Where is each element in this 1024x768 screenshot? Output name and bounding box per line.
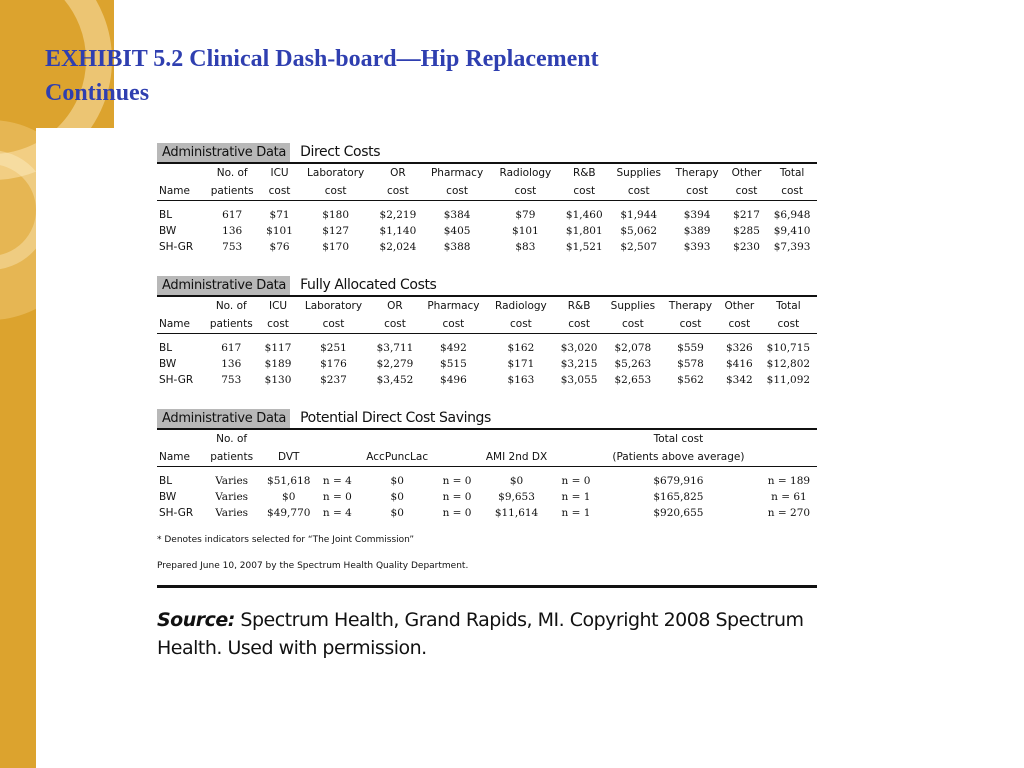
- column-header: cost: [261, 182, 299, 201]
- column-header: Therapy: [668, 300, 713, 312]
- section-header: [157, 140, 817, 164]
- column-header: cost: [260, 315, 297, 334]
- table-cell: $6,948: [773, 209, 811, 221]
- column-header: cost: [487, 315, 554, 334]
- table-row: [157, 372, 817, 388]
- section-tag: Administrative Data: [157, 143, 290, 162]
- table-cell: $170: [322, 241, 350, 253]
- table-cell: n = 270: [767, 507, 811, 519]
- section-tag: Administrative Data: [157, 276, 290, 295]
- table-cell: BL: [159, 475, 173, 487]
- column-header: patients: [203, 315, 259, 334]
- table-cell: Varies: [215, 491, 249, 503]
- table-cell: $76: [269, 241, 290, 253]
- exhibit-document: [157, 140, 817, 662]
- section-title: Direct Costs: [300, 144, 381, 160]
- potential-savings-section: [157, 406, 817, 521]
- table-cell: $2,219: [379, 209, 417, 221]
- table-cell: $117: [264, 342, 292, 354]
- table-cell: $2,078: [614, 342, 652, 354]
- column-header: Total: [776, 300, 801, 312]
- column-header: cost: [726, 182, 767, 201]
- column-header: Supplies: [610, 300, 656, 312]
- table-cell: $0: [390, 491, 404, 503]
- table-cell: $920,655: [653, 507, 704, 519]
- column-header: patients: [203, 448, 260, 467]
- table-cell: $405: [443, 225, 471, 237]
- column-header: [157, 430, 203, 448]
- table-cell: $0: [509, 475, 524, 487]
- table-cell: $3,711: [376, 342, 414, 354]
- column-header: No. of: [216, 433, 248, 445]
- table-cell: n = 4: [322, 507, 352, 519]
- table-cell: 753: [221, 374, 242, 386]
- column-header: cost: [373, 182, 423, 201]
- column-header: ICU: [268, 300, 288, 312]
- table-cell: $130: [264, 374, 292, 386]
- table-cell: SH-GR: [159, 507, 194, 519]
- table-cell: n = 0: [561, 475, 591, 487]
- column-header: Radiology: [499, 167, 552, 179]
- footnote: * Denotes indicators selected for “The Joint Commission”: [157, 535, 415, 545]
- table-cell: $127: [322, 225, 350, 237]
- column-header: DVT: [260, 448, 317, 467]
- table-cell: $578: [677, 358, 704, 370]
- column-header: Other: [731, 167, 762, 179]
- direct-costs-section: [157, 140, 817, 255]
- table-cell: BW: [159, 491, 177, 503]
- column-header: AMI 2nd DX: [477, 448, 556, 467]
- table-cell: BL: [159, 209, 173, 221]
- header-row: [157, 297, 817, 315]
- column-header: [477, 430, 556, 448]
- table-cell: $237: [320, 374, 347, 386]
- direct-costs-table: [157, 164, 817, 255]
- table-cell: BW: [159, 358, 177, 370]
- column-header: Other: [724, 300, 755, 312]
- table-cell: $0: [282, 491, 296, 503]
- table-cell: $1,460: [565, 209, 603, 221]
- table-row: [157, 356, 817, 372]
- table-cell: $416: [725, 358, 753, 370]
- table-cell: $394: [683, 209, 711, 221]
- column-header: [437, 430, 477, 448]
- table-cell: $326: [725, 342, 753, 354]
- column-header: cost: [662, 315, 719, 334]
- table-cell: $11,092: [766, 374, 811, 386]
- fully-allocated-costs-table: [157, 297, 817, 388]
- table-cell: $0: [390, 507, 404, 519]
- table-cell: n = 0: [442, 507, 472, 519]
- column-header: cost: [719, 315, 760, 334]
- table-cell: Varies: [215, 475, 249, 487]
- source-label: Source:: [157, 609, 235, 631]
- table-cell: $384: [443, 209, 471, 221]
- column-header: Name: [157, 448, 203, 467]
- column-header: (Patients above average): [596, 448, 761, 467]
- table-cell: $49,770: [267, 507, 311, 519]
- header-row: [157, 315, 817, 334]
- column-header: R&B: [572, 167, 596, 179]
- table-cell: $79: [515, 209, 536, 221]
- table-cell: $83: [515, 241, 536, 253]
- table-cell: $388: [443, 241, 471, 253]
- table-row: [157, 505, 817, 521]
- table-cell: $180: [322, 209, 350, 221]
- slide-title-line1: EXHIBIT 5.2 Clinical Dash-board—Hip Replacement: [45, 46, 599, 72]
- column-header: patients: [204, 182, 261, 201]
- column-header: cost: [555, 315, 604, 334]
- table-row: [157, 467, 817, 490]
- table-cell: n = 0: [322, 491, 352, 503]
- column-header: [317, 430, 357, 448]
- table-row: [157, 489, 817, 505]
- table-cell: $393: [683, 241, 711, 253]
- column-header: cost: [297, 315, 371, 334]
- table-cell: $389: [683, 225, 711, 237]
- prepared-note: Prepared June 10, 2007 by the Spectrum Health Quality Department.: [157, 561, 469, 571]
- table-cell: n = 1: [561, 491, 591, 503]
- table-cell: $10,715: [766, 342, 811, 354]
- section-title: Fully Allocated Costs: [300, 277, 437, 293]
- table-cell: $3,452: [376, 374, 414, 386]
- table-cell: $2,507: [620, 241, 658, 253]
- column-header: Total: [779, 167, 805, 179]
- table-cell: $3,215: [560, 358, 598, 370]
- table-cell: n = 0: [442, 475, 472, 487]
- table-cell: $496: [440, 374, 467, 386]
- table-row: [157, 201, 817, 224]
- header-row: [157, 182, 817, 201]
- slide-title: [45, 42, 765, 110]
- table-cell: SH-GR: [159, 374, 194, 386]
- table-cell: 136: [222, 225, 243, 237]
- column-header: Therapy: [675, 167, 719, 179]
- table-cell: $3,055: [560, 374, 598, 386]
- table-cell: $1,944: [620, 209, 658, 221]
- table-cell: 753: [222, 241, 243, 253]
- column-header: Laboratory: [304, 300, 363, 312]
- column-header: Supplies: [616, 167, 661, 179]
- source-citation: [157, 606, 817, 662]
- table-cell: $217: [733, 209, 760, 221]
- column-header: Laboratory: [307, 167, 365, 179]
- table-cell: $5,263: [614, 358, 652, 370]
- section-header: [157, 406, 817, 430]
- table-cell: $679,916: [653, 475, 704, 487]
- table-cell: $1,801: [565, 225, 603, 237]
- column-header: [357, 430, 437, 448]
- table-cell: $162: [507, 342, 535, 354]
- fully-allocated-costs-section: [157, 273, 817, 388]
- column-header: [317, 448, 357, 467]
- table-row: [157, 334, 817, 357]
- column-header: Radiology: [495, 300, 547, 312]
- table-row: [157, 239, 817, 255]
- column-header: No. of: [215, 300, 247, 312]
- column-header: [556, 448, 596, 467]
- table-cell: $101: [512, 225, 539, 237]
- table-cell: n = 189: [767, 475, 811, 487]
- table-cell: $5,062: [620, 225, 658, 237]
- column-header: ICU: [270, 167, 289, 179]
- table-cell: $230: [733, 241, 760, 253]
- table-cell: n = 61: [771, 491, 807, 503]
- column-header: cost: [559, 182, 609, 201]
- source-text: Spectrum Health, Grand Rapids, MI. Copyright 2008 Spectrum Health. Used with permission.: [157, 609, 804, 659]
- table-cell: $165,825: [653, 491, 704, 503]
- table-cell: $12,802: [766, 358, 811, 370]
- table-cell: n = 1: [561, 507, 591, 519]
- column-header: cost: [604, 315, 662, 334]
- header-row: [157, 164, 817, 182]
- table-cell: $189: [264, 358, 292, 370]
- table-cell: $251: [320, 342, 347, 354]
- column-header: Pharmacy: [427, 300, 480, 312]
- table-cell: $176: [320, 358, 347, 370]
- column-header: OR: [390, 167, 406, 179]
- table-cell: $562: [677, 374, 704, 386]
- column-header: cost: [420, 315, 488, 334]
- table-cell: $492: [440, 342, 467, 354]
- table-cell: $559: [677, 342, 704, 354]
- table-cell: $51,618: [267, 475, 311, 487]
- divider: [157, 585, 817, 588]
- column-header: cost: [298, 182, 373, 201]
- table-cell: $101: [266, 225, 293, 237]
- column-header: [761, 430, 817, 448]
- header-row: [157, 448, 817, 467]
- column-header: [437, 448, 477, 467]
- table-cell: $2,279: [376, 358, 414, 370]
- column-header: cost: [609, 182, 668, 201]
- table-cell: $163: [507, 374, 535, 386]
- section-header: [157, 273, 817, 297]
- column-header: AccPuncLac: [357, 448, 437, 467]
- table-cell: $7,393: [773, 241, 811, 253]
- table-cell: $9,653: [498, 491, 535, 503]
- column-header: cost: [423, 182, 492, 201]
- column-header: No. of: [216, 167, 248, 179]
- slide-title-line2: Continues: [45, 80, 150, 106]
- table-cell: $2,024: [379, 241, 417, 253]
- table-cell: $515: [440, 358, 467, 370]
- column-header: Pharmacy: [430, 167, 484, 179]
- table-cell: $3,020: [560, 342, 598, 354]
- column-header: Name: [157, 182, 204, 201]
- table-cell: $11,614: [494, 507, 539, 519]
- column-header: [157, 297, 203, 315]
- table-cell: $9,410: [773, 225, 811, 237]
- column-header: cost: [370, 315, 419, 334]
- column-header: [260, 430, 317, 448]
- section-title: Potential Direct Cost Savings: [300, 410, 491, 426]
- table-cell: 617: [222, 209, 243, 221]
- header-row: [157, 430, 817, 448]
- section-tag: Administrative Data: [157, 409, 290, 428]
- column-header: OR: [387, 300, 403, 312]
- table-cell: n = 4: [322, 475, 352, 487]
- column-header: cost: [760, 315, 817, 334]
- table-cell: BL: [159, 342, 173, 354]
- potential-savings-table: [157, 430, 817, 521]
- column-header: R&B: [567, 300, 591, 312]
- table-cell: 136: [221, 358, 242, 370]
- column-header: Name: [157, 315, 203, 334]
- column-header: Total cost: [653, 433, 704, 445]
- table-cell: $171: [507, 358, 535, 370]
- column-header: [157, 164, 204, 182]
- table-cell: n = 0: [442, 491, 472, 503]
- table-cell: 617: [221, 342, 242, 354]
- table-cell: $71: [269, 209, 290, 221]
- table-cell: $1,140: [379, 225, 417, 237]
- table-cell: $0: [390, 475, 404, 487]
- column-header: cost: [668, 182, 726, 201]
- column-header: cost: [491, 182, 559, 201]
- table-cell: $285: [733, 225, 760, 237]
- column-header: cost: [767, 182, 817, 201]
- table-cell: $342: [725, 374, 753, 386]
- table-cell: SH-GR: [159, 241, 194, 253]
- column-header: [556, 430, 596, 448]
- table-cell: BW: [159, 225, 177, 237]
- table-cell: Varies: [215, 507, 249, 519]
- table-cell: $2,653: [614, 374, 652, 386]
- table-cell: $1,521: [565, 241, 603, 253]
- column-header: [761, 448, 817, 467]
- table-row: [157, 223, 817, 239]
